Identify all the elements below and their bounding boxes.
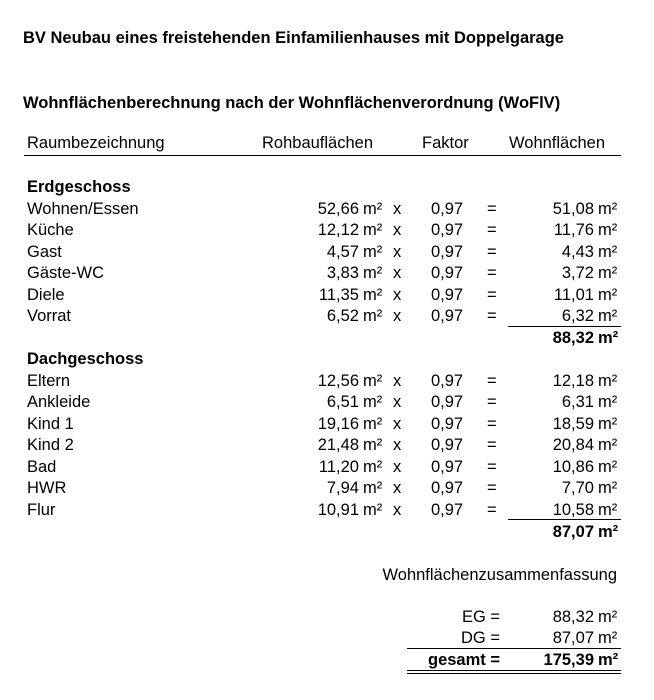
living-area-unit: m² bbox=[598, 221, 618, 239]
living-area-value: 7,70 bbox=[561, 479, 594, 497]
table-row bbox=[0, 436, 654, 457]
summary-row-dg bbox=[0, 629, 654, 650]
document-title: BV Neubau eines freistehenden Einfamilienhauses mit Doppelgarage bbox=[23, 29, 564, 47]
factor-value: 0,97 bbox=[431, 457, 464, 476]
multiply-sign: x bbox=[393, 285, 402, 304]
living-area-unit: m² bbox=[598, 393, 618, 411]
summary-label: EG = bbox=[461, 608, 500, 626]
multiply-sign: x bbox=[393, 264, 402, 282]
room-name: HWR bbox=[27, 479, 67, 497]
room-name: Kind 1 bbox=[27, 414, 74, 433]
room-name: Flur bbox=[27, 500, 56, 519]
living-area-unit: m² bbox=[598, 264, 618, 282]
rough-area-unit: m² bbox=[363, 221, 383, 239]
equals-sign: = bbox=[487, 436, 497, 454]
living-area-value: 6,32 bbox=[561, 307, 594, 325]
room-name: Wohnen/Essen bbox=[27, 199, 139, 218]
section-title-ground-floor: Erdgeschoss bbox=[27, 178, 131, 196]
living-area-unit: m² bbox=[598, 199, 618, 218]
equals-sign: = bbox=[487, 457, 497, 476]
rough-area-unit: m² bbox=[363, 264, 383, 282]
living-area-value: 10,86 bbox=[552, 457, 594, 476]
factor-value: 0,97 bbox=[431, 479, 464, 497]
equals-sign: = bbox=[487, 221, 497, 239]
summary-value: 88,32 bbox=[552, 608, 594, 626]
table-row bbox=[0, 264, 654, 285]
rough-area-unit: m² bbox=[363, 500, 383, 519]
factor-value: 0,97 bbox=[431, 436, 464, 454]
living-area-unit: m² bbox=[598, 371, 618, 390]
subtotal-unit: m² bbox=[598, 523, 619, 541]
rough-area-unit: m² bbox=[363, 285, 383, 304]
section-title-upper-floor: Dachgeschoss bbox=[27, 350, 144, 368]
equals-sign: = bbox=[487, 371, 497, 390]
factor-value: 0,97 bbox=[431, 242, 464, 261]
equals-sign: = bbox=[487, 199, 497, 218]
factor-value: 0,97 bbox=[431, 414, 464, 433]
equals-sign: = bbox=[487, 393, 497, 411]
subtotal-row-ground-floor bbox=[0, 329, 654, 350]
equals-sign: = bbox=[487, 479, 497, 497]
living-area-unit: m² bbox=[598, 457, 618, 476]
room-name: Gäste-WC bbox=[27, 264, 105, 282]
living-area-value: 10,58 bbox=[552, 500, 594, 519]
subtotal-value: 87,07 bbox=[552, 523, 594, 541]
total-label: gesamt = bbox=[428, 651, 500, 669]
living-area-value: 20,84 bbox=[552, 436, 594, 454]
total-value: 175,39 bbox=[543, 651, 594, 669]
multiply-sign: x bbox=[393, 414, 402, 433]
rough-area-value: 3,83 bbox=[326, 264, 359, 282]
table-row bbox=[0, 200, 654, 221]
room-name: Eltern bbox=[27, 371, 71, 390]
header-factor: Faktor bbox=[422, 134, 469, 152]
multiply-sign: x bbox=[393, 436, 402, 454]
living-area-unit: m² bbox=[598, 285, 618, 304]
factor-value: 0,97 bbox=[431, 307, 464, 325]
multiply-sign: x bbox=[393, 393, 402, 411]
table-row bbox=[0, 393, 654, 414]
document-subtitle: Wohnflächenberechnung nach der Wohnflächenverordnung (WoFlV) bbox=[23, 94, 561, 112]
room-name: Bad bbox=[27, 457, 57, 476]
rough-area-unit: m² bbox=[363, 436, 383, 454]
rough-area-unit: m² bbox=[363, 371, 383, 390]
room-name: Diele bbox=[27, 285, 65, 304]
living-area-value: 6,31 bbox=[561, 393, 594, 411]
rough-area-unit: m² bbox=[363, 199, 383, 218]
table-row bbox=[0, 415, 654, 436]
total-double-rule-bottom bbox=[407, 673, 621, 674]
living-area-value: 51,08 bbox=[552, 199, 594, 218]
equals-sign: = bbox=[487, 414, 497, 433]
table-row bbox=[0, 221, 654, 242]
subtotal-unit: m² bbox=[598, 329, 619, 347]
equals-sign: = bbox=[487, 264, 497, 282]
header-living-area: Wohnflächen bbox=[509, 134, 606, 152]
table-row bbox=[0, 372, 654, 393]
subtotal-rule-upper-floor bbox=[508, 519, 621, 520]
living-area-value: 3,72 bbox=[561, 264, 594, 282]
summary-unit: m² bbox=[598, 629, 618, 647]
multiply-sign: x bbox=[393, 500, 402, 519]
living-area-value: 11,01 bbox=[553, 285, 594, 304]
table-row bbox=[0, 458, 654, 479]
total-rule bbox=[407, 648, 621, 649]
summary-value: 87,07 bbox=[552, 629, 594, 647]
header-room-name: Raumbezeichnung bbox=[27, 134, 165, 152]
factor-value: 0,97 bbox=[431, 264, 464, 282]
multiply-sign: x bbox=[393, 457, 402, 476]
living-area-unit: m² bbox=[598, 479, 618, 497]
summary-row-total bbox=[0, 651, 654, 672]
subtotal-rule-ground-floor bbox=[508, 326, 621, 327]
living-area-unit: m² bbox=[598, 436, 618, 454]
living-area-value: 18,59 bbox=[552, 414, 594, 433]
rough-area-value: 52,66 bbox=[317, 199, 359, 218]
summary-label: DG = bbox=[461, 629, 500, 647]
factor-value: 0,97 bbox=[431, 199, 464, 218]
table-row bbox=[0, 307, 654, 328]
summary-title: Wohnflächenzusammenfassung bbox=[382, 566, 617, 584]
factor-value: 0,97 bbox=[431, 500, 464, 519]
equals-sign: = bbox=[487, 307, 497, 325]
room-name: Vorrat bbox=[27, 307, 72, 325]
equals-sign: = bbox=[487, 500, 497, 519]
room-name: Küche bbox=[27, 221, 74, 239]
rough-area-value: 4,57 bbox=[326, 242, 359, 261]
rough-area-value: 11,35 bbox=[318, 285, 359, 304]
living-area-unit: m² bbox=[598, 414, 618, 433]
rough-area-unit: m² bbox=[363, 307, 383, 325]
rough-area-value: 6,52 bbox=[326, 307, 359, 325]
multiply-sign: x bbox=[393, 307, 402, 325]
header-rough-area: Rohbauflächen bbox=[262, 134, 374, 152]
subtotal-value: 88,32 bbox=[552, 329, 594, 347]
factor-value: 0,97 bbox=[431, 393, 464, 411]
rough-area-value: 12,56 bbox=[317, 371, 359, 390]
rough-area-value: 7,94 bbox=[326, 479, 359, 497]
summary-unit: m² bbox=[598, 608, 618, 626]
factor-value: 0,97 bbox=[431, 371, 464, 390]
living-area-value: 12,18 bbox=[552, 371, 594, 390]
equals-sign: = bbox=[487, 285, 497, 304]
rough-area-unit: m² bbox=[363, 393, 383, 411]
rough-area-unit: m² bbox=[363, 457, 383, 476]
room-name: Kind 2 bbox=[27, 436, 74, 454]
rough-area-value: 12,12 bbox=[317, 221, 359, 239]
table-row bbox=[0, 286, 654, 307]
living-area-unit: m² bbox=[598, 242, 618, 261]
multiply-sign: x bbox=[393, 221, 402, 239]
rough-area-value: 10,91 bbox=[317, 500, 359, 519]
living-area-value: 11,76 bbox=[553, 221, 594, 239]
multiply-sign: x bbox=[393, 371, 402, 390]
summary-row-eg bbox=[0, 608, 654, 629]
rough-area-unit: m² bbox=[363, 414, 383, 433]
equals-sign: = bbox=[487, 242, 497, 261]
multiply-sign: x bbox=[393, 479, 402, 497]
table-row bbox=[0, 243, 654, 264]
header-underline bbox=[24, 155, 621, 156]
subtotal-row-upper-floor bbox=[0, 523, 654, 544]
room-name: Gast bbox=[27, 242, 62, 261]
rough-area-unit: m² bbox=[363, 479, 383, 497]
rough-area-value: 21,48 bbox=[317, 436, 359, 454]
living-area-unit: m² bbox=[598, 307, 618, 325]
rough-area-value: 19,16 bbox=[317, 414, 359, 433]
factor-value: 0,97 bbox=[431, 221, 464, 239]
rough-area-value: 11,20 bbox=[318, 457, 359, 476]
multiply-sign: x bbox=[393, 242, 402, 261]
rough-area-unit: m² bbox=[363, 242, 383, 261]
living-area-value: 4,43 bbox=[561, 242, 594, 261]
multiply-sign: x bbox=[393, 199, 402, 218]
factor-value: 0,97 bbox=[431, 285, 464, 304]
total-unit: m² bbox=[598, 651, 619, 669]
living-area-unit: m² bbox=[598, 500, 618, 519]
total-double-rule-top bbox=[407, 670, 621, 671]
table-row bbox=[0, 479, 654, 500]
rough-area-value: 6,51 bbox=[326, 393, 359, 411]
room-name: Ankleide bbox=[27, 393, 91, 411]
